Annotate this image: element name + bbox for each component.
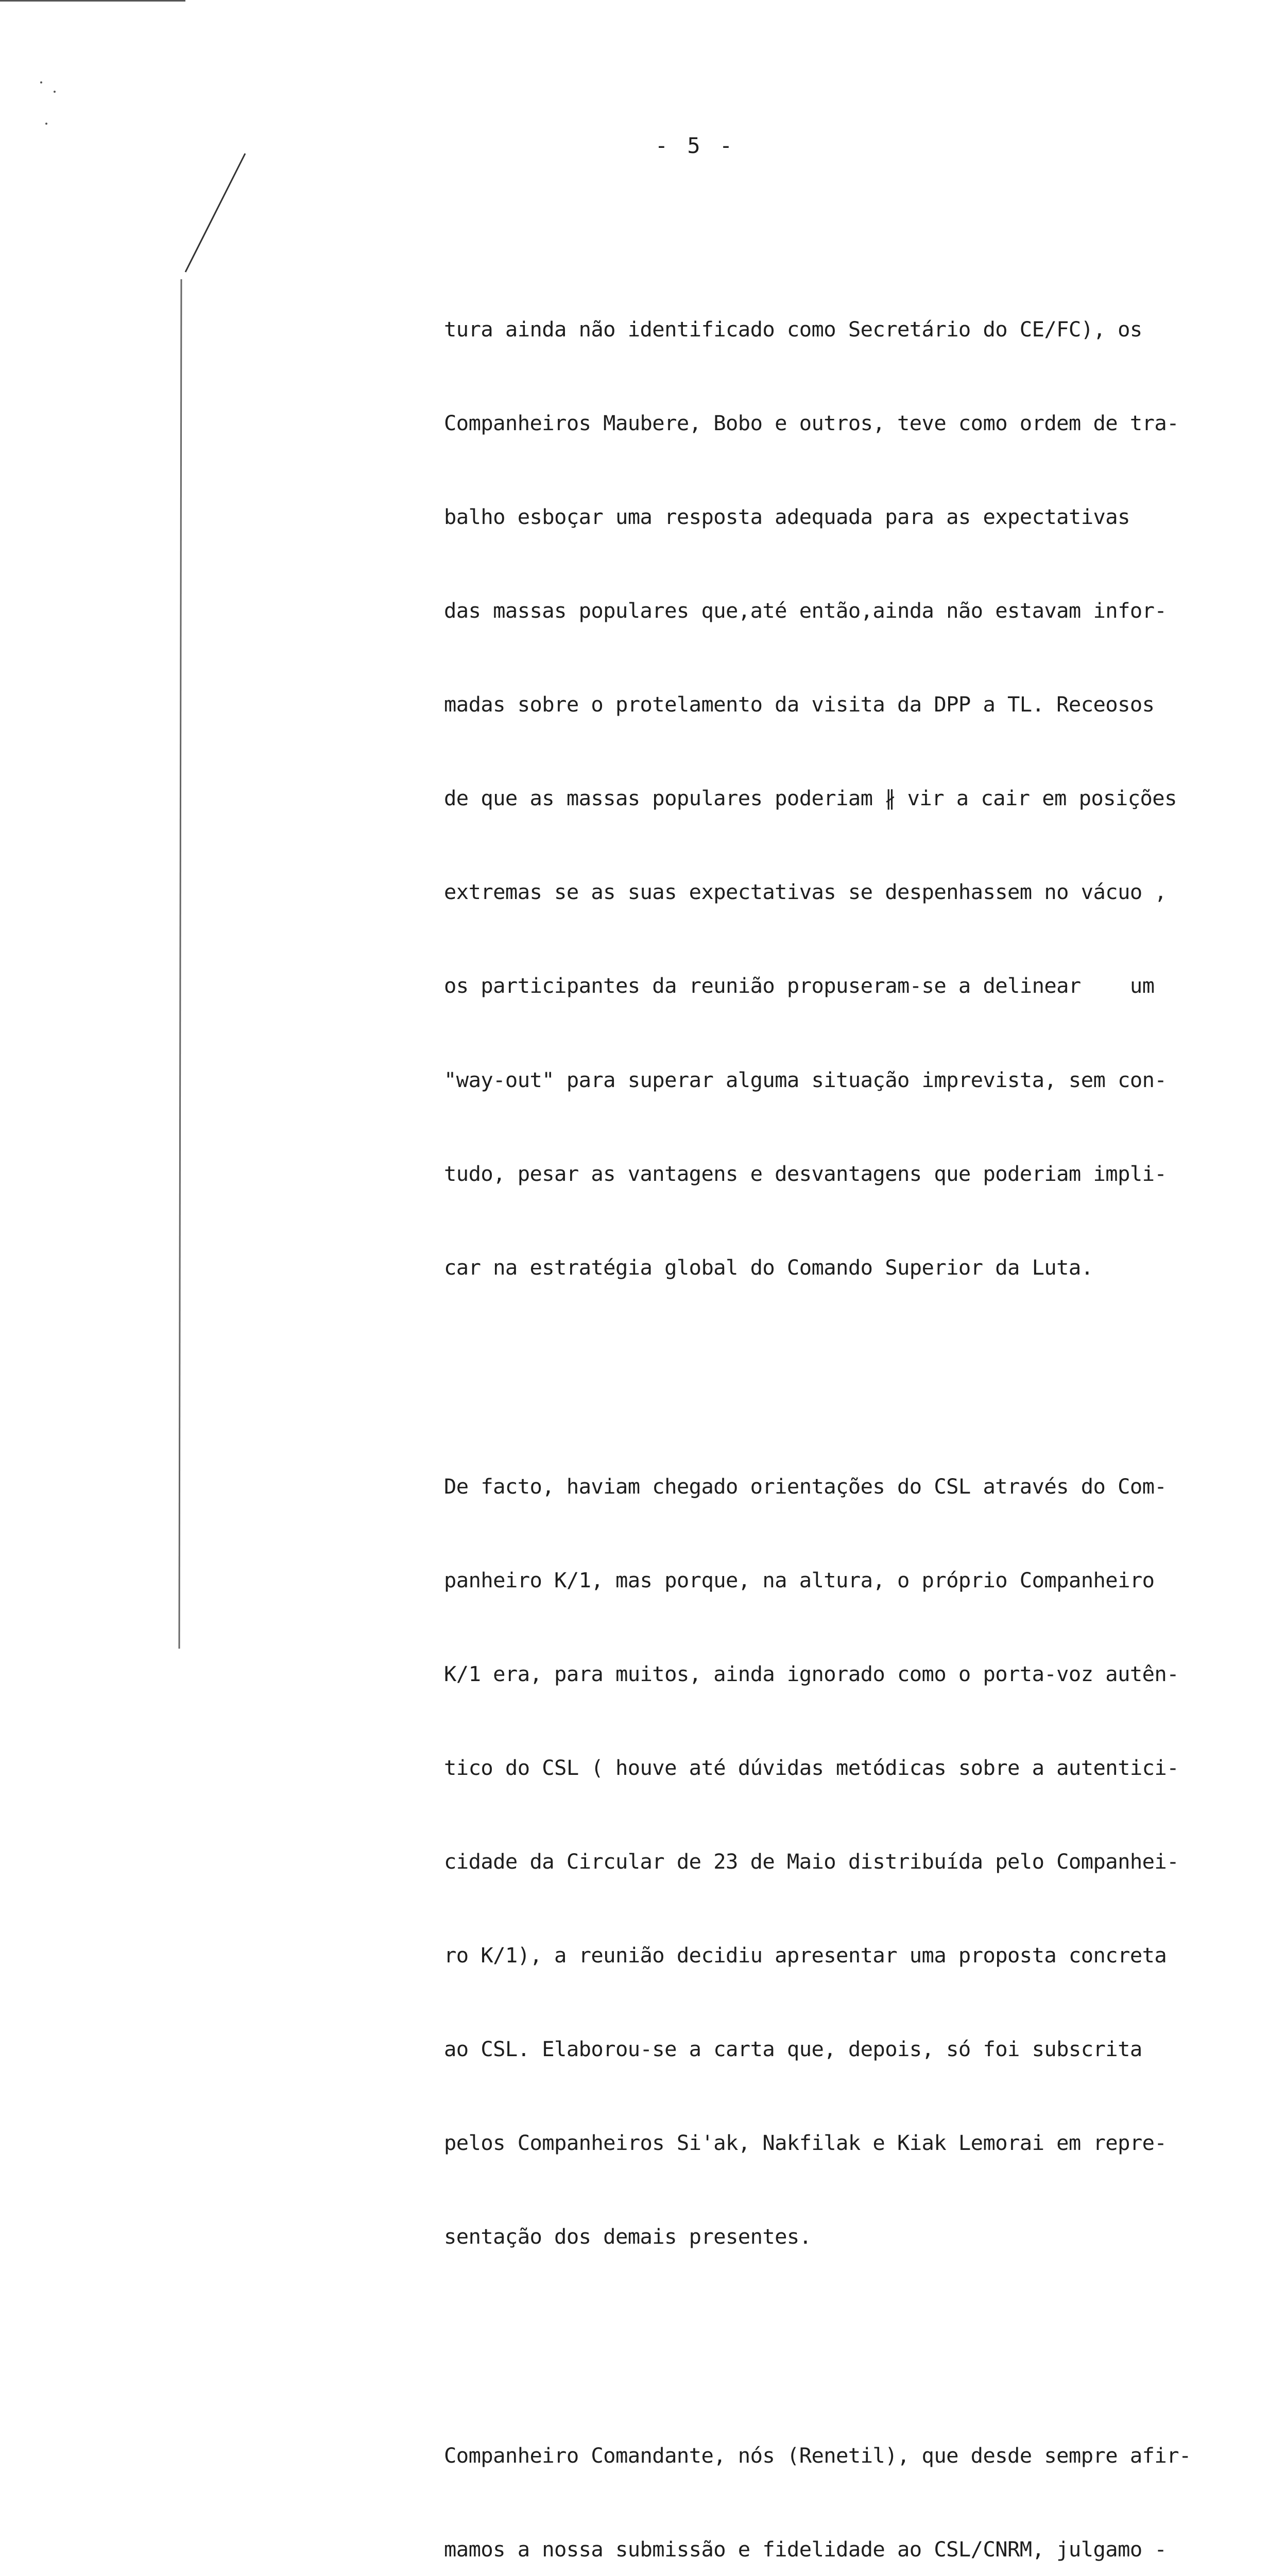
- text-line: cidade da Circular de 23 de Maio distribuída pelo Companhei-: [444, 1849, 1179, 1874]
- text-line: pelos Companheiros Si'ak, Nakfilak e Kiak Lemorai em repre-: [444, 2130, 1167, 2156]
- pen-stroke-mark: [185, 154, 245, 272]
- paragraph: [444, 251, 1226, 1345]
- text-line: mamos a nossa submissão e fidelidade ao CSL/CNRM, julgamo -: [444, 2537, 1167, 2562]
- scan-edge-marks: [0, 0, 268, 1674]
- text-line: De facto, haviam chegado orientações do CSL através do Com-: [444, 1473, 1167, 1499]
- text-line: "way-out" para superar alguma situação imprevista, sem con-: [444, 1067, 1167, 1092]
- text-line: tico do CSL ( houve até dúvidas metódicas sobre a autentici-: [444, 1755, 1179, 1780]
- text-line: tudo, pesar as vantagens e desvantagens que poderiam impli-: [444, 1161, 1167, 1186]
- text-line: ao CSL. Elaborou-se a carta que, depois, só foi subscrita: [444, 2037, 1142, 2062]
- text-line: car na estratégia global do Comando Superior da Luta.: [444, 1255, 1093, 1280]
- paragraph: [444, 1408, 1226, 2315]
- text-line: extremas se as suas expectativas se despenhassem no vácuo ,: [444, 879, 1167, 905]
- text-line: os participantes da reunião propuseram-se a delinear um: [444, 973, 1155, 998]
- text-line: K/1 era, para muitos, ainda ignorado como o porta-voz autên-: [444, 1661, 1179, 1686]
- text-line: Companheiros Maubere, Bobo e outros, teve como ordem de tra-: [444, 410, 1179, 435]
- text-line: ro K/1), a reunião decidiu apresentar uma proposta concreta: [444, 1943, 1167, 1968]
- text-line: de que as massas populares poderiam ∦ vir a cair em posições: [444, 786, 1177, 811]
- text-line: das massas populares que,até então,ainda não estavam infor-: [444, 598, 1167, 623]
- text-line: balho esboçar uma resposta adequada para as expectativas: [444, 504, 1130, 529]
- page-number: - 5 -: [655, 133, 736, 158]
- paragraph: [444, 2378, 1226, 2576]
- text-line: tura ainda não identificado como Secretário do CE/FC), os: [444, 316, 1142, 342]
- scan-margin-line: [179, 279, 181, 1649]
- text-line: sentação dos demais presentes.: [444, 2224, 812, 2249]
- document-body: [444, 189, 1226, 2576]
- text-line: Companheiro Comandante, nós (Renetil), que desde sempre afir-: [444, 2443, 1191, 2468]
- text-line: madas sobre o protelamento da visita da DPP a TL. Receosos: [444, 692, 1155, 717]
- text-line: panheiro K/1, mas porque, na altura, o próprio Companheiro: [444, 1567, 1155, 1592]
